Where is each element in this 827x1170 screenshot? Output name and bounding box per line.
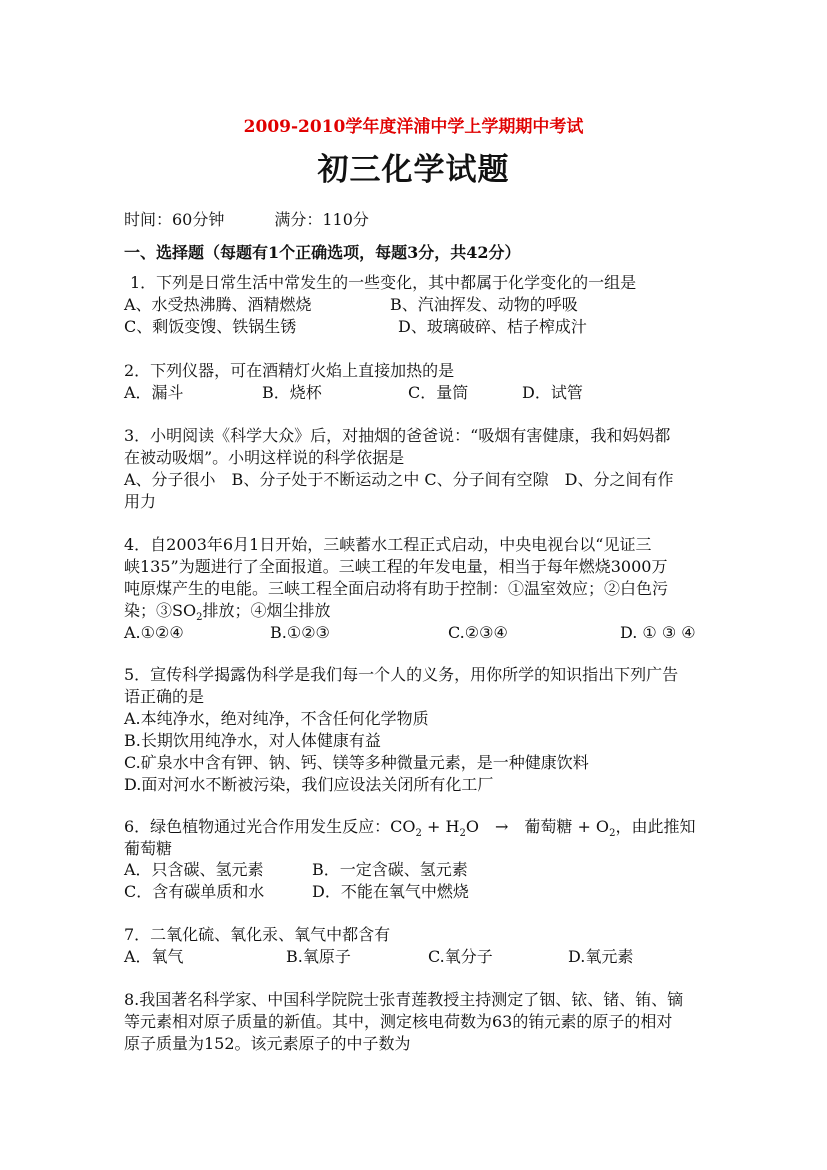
q2-option-a: A．漏斗 — [124, 383, 184, 402]
exam-time: 时间：60分钟 — [124, 210, 225, 229]
q1-option-d: D、玻璃破碎、桔子榨成汁 — [398, 317, 587, 336]
q4-option-b: B.①②③ — [270, 623, 330, 642]
q2-option-c: C．量筒 — [408, 383, 469, 402]
q4-stem-line3: 吨原煤产生的电能。三峡工程全面启动将有助于控制：①温室效应；②白色污 — [124, 579, 669, 598]
section-heading: 一、选择题（每题有1个正确选项，每题3分，共42分） — [124, 243, 521, 262]
subscript: 2 — [415, 828, 422, 840]
exam-info — [124, 207, 369, 230]
q7-option-d: D.氧元素 — [568, 947, 634, 966]
q4-text: 排放；④烟尘排放 — [202, 601, 331, 620]
q3-options: A、分子很小 B、分子处于不断运动之中 C、分子间有空隙 D、分之间有作 — [124, 470, 674, 489]
q1-option-b: B、汽油挥发、动物的呼吸 — [390, 295, 578, 314]
q2-option-d: D．试管 — [522, 383, 583, 402]
q5-option-c: C.矿泉水中含有钾、钠、钙、镁等多种微量元素，是一种健康饮料 — [124, 753, 589, 772]
q7-option-b: B.氧原子 — [286, 947, 351, 966]
q3-options-cont: 用力 — [124, 492, 157, 511]
q3-stem-line2: 在被动吸烟”。小明这样说的科学依据是 — [124, 448, 405, 467]
q6-text: ，由此推知 — [615, 817, 696, 836]
q2-stem: 2．下列仪器，可在酒精灯火焰上直接加热的是 — [124, 361, 455, 380]
q4-stem-line4 — [124, 600, 330, 622]
q6-text: O → 葡萄糖 + O — [465, 817, 610, 836]
q4-text: 染；③SO — [124, 601, 197, 620]
q8-stem-line1: 8.我国著名科学家、中国科学院院士张青莲教授主持测定了铟、铱、锗、铕、镝 — [124, 990, 684, 1009]
q8-stem-line2: 等元素相对原子质量的新值。其中，测定核电荷数为63的铕元素的原子的相对 — [124, 1012, 673, 1031]
q4-option-c: C.②③④ — [448, 623, 508, 642]
q4-stem-line2: 峡135”为题进行了全面报道。三峡工程的年发电量，相当于每年燃烧3000万 — [124, 557, 668, 576]
subscript: 2 — [459, 828, 466, 840]
subscript: 2 — [609, 828, 616, 840]
q6-option-a: A．只含碳、氢元素 — [124, 860, 264, 879]
q7-stem: 7．二氧化硫、氧化汞、氧气中都含有 — [124, 925, 391, 944]
q3-stem-line1: 3．小明阅读《科学大众》后，对抽烟的爸爸说：“吸烟有害健康，我和妈妈都 — [124, 426, 671, 445]
subject-title: 初三化学试题 — [317, 152, 510, 188]
q5-option-b: B.长期饮用纯净水，对人体健康有益 — [124, 731, 381, 750]
q6-option-b: B．一定含碳、氢元素 — [312, 860, 468, 879]
q6-option-d: D．不能在氧气中燃烧 — [312, 882, 469, 901]
q6-option-c: C．含有碳单质和水 — [124, 882, 265, 901]
q1-option-c: C、剩饭变馊、铁锅生锈 — [124, 317, 297, 336]
q2-option-b: B．烧杯 — [262, 383, 322, 402]
q6-stem-line2: 葡萄糖 — [124, 839, 173, 858]
q5-stem-line1: 5．宣传科学揭露伪科学是我们每一个人的义务，用你所学的知识指出下列广告 — [124, 665, 679, 684]
q6-text: 6．绿色植物通过光合作用发生反应：CO — [124, 817, 416, 836]
q7-option-a: A．氧气 — [124, 947, 184, 966]
q1-option-a: A、水受热沸腾、酒精燃烧 — [124, 295, 312, 314]
exam-title: 2009-2010学年度洋浦中学上学期期中考试 — [243, 117, 584, 137]
q6-text: + H — [421, 817, 460, 836]
q1-stem: 1．下列是日常生活中常发生的一些变化，其中都属于化学变化的一组是 — [130, 273, 637, 292]
q7-option-c: C.氧分子 — [428, 947, 493, 966]
q4-option-d: D. ① ③ ④ — [620, 623, 696, 642]
q5-option-d: D.面对河水不断被污染，我们应设法关闭所有化工厂 — [124, 775, 494, 794]
q6-stem-line1 — [124, 816, 695, 838]
exam-score: 满分：110分 — [274, 210, 369, 229]
q5-option-a: A.本纯净水，绝对纯净，不含任何化学物质 — [124, 709, 429, 728]
q8-stem-line3: 原子质量为152。该元素原子的中子数为 — [124, 1034, 411, 1053]
q5-stem-line2: 语正确的是 — [124, 687, 205, 706]
subscript: 2 — [196, 612, 203, 624]
q4-stem-line1: 4．自2003年6月1日开始，三峡蓄水工程正式启动，中央电视台以“见证三 — [124, 535, 652, 554]
q4-option-a: A.①②④ — [124, 623, 184, 642]
